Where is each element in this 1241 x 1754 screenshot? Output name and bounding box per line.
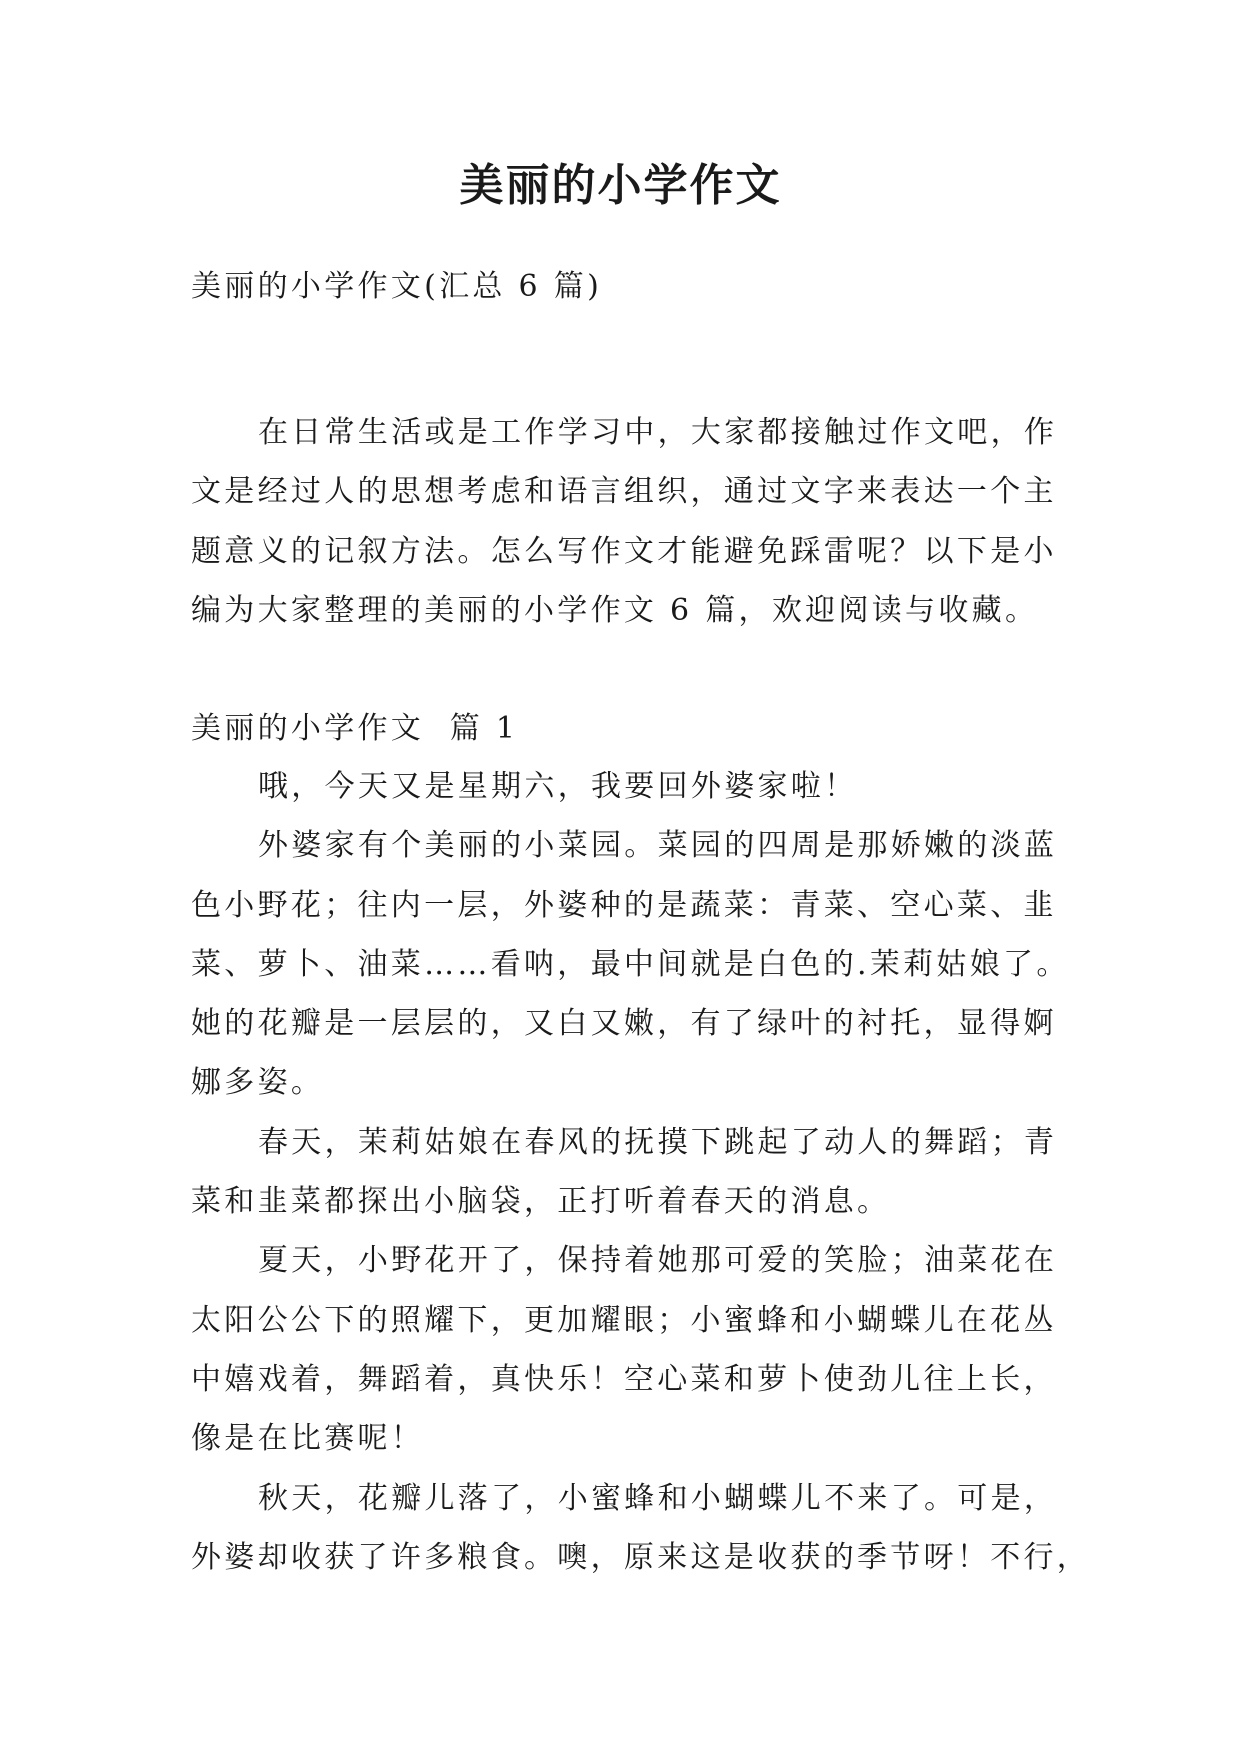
body-paragraph	[191, 1469, 1191, 1588]
body-line: 春天，茉莉姑娘在春风的抚摸下跳起了动人的舞蹈；青	[258, 1124, 1058, 1160]
body-line: 菜、萝卜、油菜……看呐，最中间就是白色的.茉莉姑娘了。	[191, 946, 1070, 982]
intro-line: 题意义的记叙方法。怎么写作文才能避免踩雷呢？以下是小	[191, 533, 1057, 569]
body-paragraph	[191, 1113, 1191, 1232]
body-line: 色小野花；往内一层，外婆种的是蔬菜：青菜、空心菜、韭	[191, 887, 1057, 923]
body-paragraph	[191, 1231, 1191, 1468]
body-line: 哦，今天又是星期六，我要回外婆家啦！	[258, 769, 858, 804]
body-line: 她的花瓣是一层层的，又白又嫩，有了绿叶的衬托，显得婀	[191, 1006, 1057, 1042]
body-paragraph	[191, 816, 1191, 1112]
body-line: 菜和韭菜都探出小脑袋，正打听着春天的消息。	[191, 1184, 891, 1220]
document-title: 美丽的小学作文	[459, 160, 782, 211]
document-subtitle-block	[191, 257, 1191, 316]
body-line: 中嬉戏着，舞蹈着，真快乐！空心菜和萝卜使劲儿往上长，	[191, 1361, 1057, 1397]
document-subtitle: 美丽的小学作文(汇总 6 篇)	[191, 269, 603, 304]
body-line: 太阳公公下的照耀下，更加耀眼；小蜜蜂和小蝴蝶儿在花丛	[191, 1302, 1057, 1338]
intro-line: 在日常生活或是工作学习中，大家都接触过作文吧，作	[258, 415, 1058, 450]
intro-paragraph	[191, 403, 1191, 640]
body-paragraph	[191, 757, 1191, 816]
body-line: 像是在比赛呢！	[191, 1421, 425, 1457]
section-body	[191, 757, 1191, 1587]
body-line: 娜多姿。	[191, 1065, 325, 1101]
section-heading: 美丽的小学作文 篇 1	[191, 711, 519, 746]
section-heading-block	[191, 699, 1191, 758]
body-line: 夏天，小野花开了，保持着她那可爱的笑脸；油菜花在	[258, 1243, 1058, 1279]
intro-line: 编为大家整理的美丽的小学作文 6 篇，欢迎阅读与收藏。	[191, 592, 1039, 628]
body-line: 外婆却收获了许多粮食。噢，原来这是收获的季节呀！不行，	[191, 1539, 1091, 1575]
body-line: 秋天，花瓣儿落了，小蜜蜂和小蝴蝶儿不来了。可是，	[258, 1480, 1058, 1516]
intro-line: 文是经过人的思想考虑和语言组织，通过文字来表达一个主	[191, 474, 1057, 510]
body-line: 外婆家有个美丽的小菜园。菜园的四周是那娇嫩的淡蓝	[258, 828, 1058, 864]
